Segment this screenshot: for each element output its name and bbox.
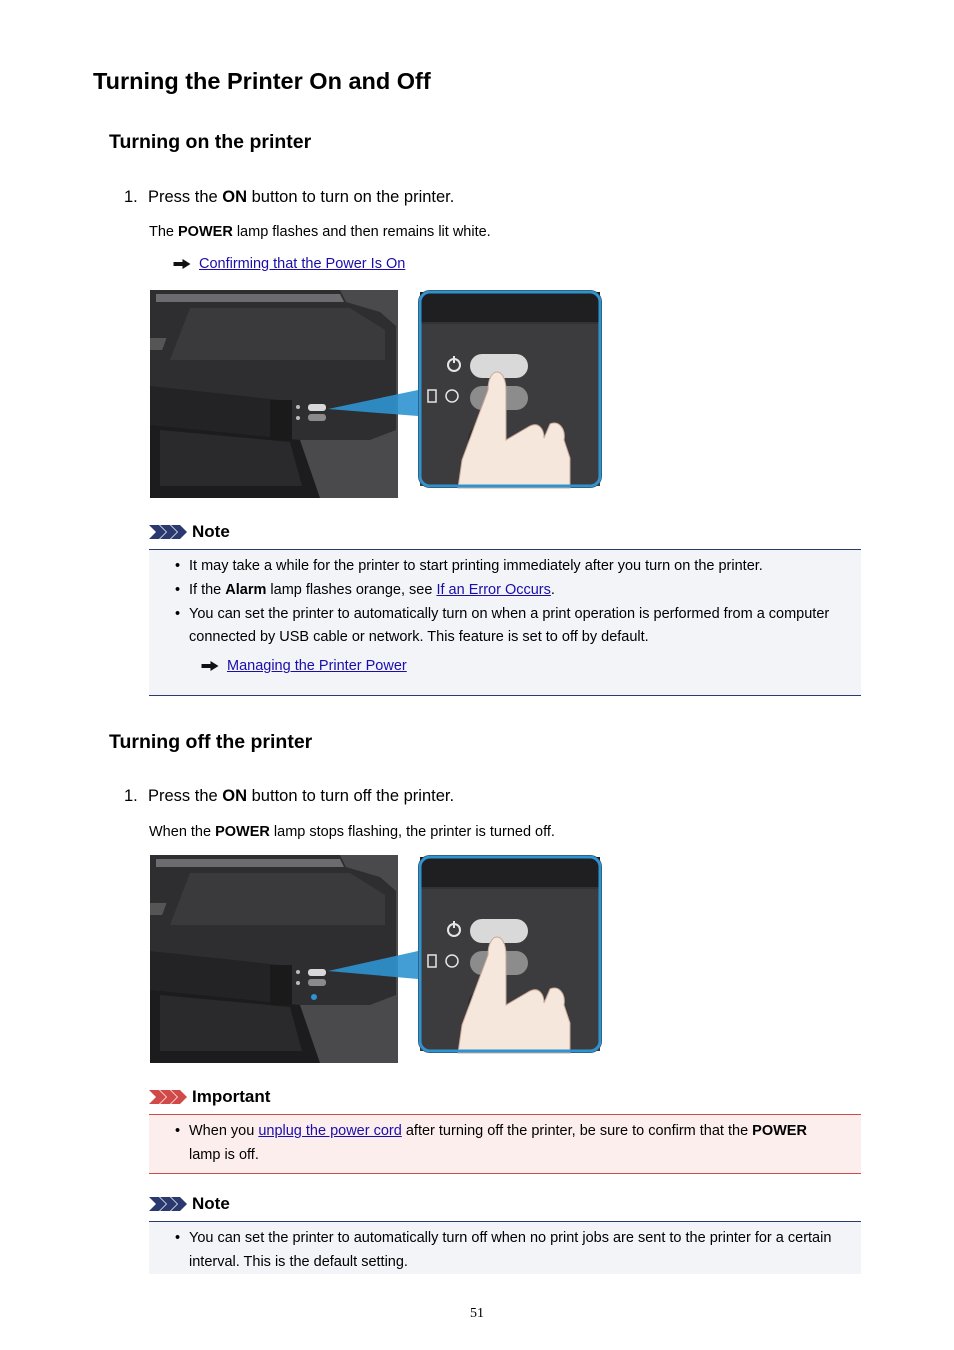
step-on-description bbox=[149, 224, 491, 240]
step-number: 1. bbox=[124, 787, 138, 805]
power-lamp-label: POWER bbox=[215, 824, 270, 840]
step-text-pre: Press the bbox=[148, 787, 223, 805]
note-label: Note bbox=[192, 522, 230, 541]
step-number: 1. bbox=[124, 188, 138, 206]
step-text-post: button to turn off the printer. bbox=[247, 787, 455, 805]
note-text: If the bbox=[189, 581, 226, 598]
note-heading-1 bbox=[149, 522, 230, 542]
link-row-managing-power bbox=[149, 658, 861, 674]
section-heading-on: Turning on the printer bbox=[109, 131, 312, 153]
step-off bbox=[124, 787, 454, 806]
note-box-2 bbox=[149, 1221, 861, 1274]
error-occurs-link[interactable]: If an Error Occurs bbox=[436, 581, 551, 598]
printer-power-off-illustration bbox=[150, 855, 604, 1063]
note-label: Note bbox=[192, 1194, 230, 1213]
note-heading-2 bbox=[149, 1194, 230, 1214]
arrow-icon bbox=[201, 661, 219, 671]
on-button-label: ON bbox=[222, 188, 248, 206]
note-text: . bbox=[550, 581, 555, 598]
power-lamp-label: POWER bbox=[752, 1123, 807, 1139]
desc-pre: The bbox=[149, 224, 179, 240]
page-number: 51 bbox=[470, 1306, 484, 1321]
desc-pre: When the bbox=[149, 824, 216, 840]
note-text: lamp flashes orange, see bbox=[266, 581, 437, 598]
desc-post: lamp stops flashing, the printer is turned off. bbox=[269, 824, 555, 840]
note-item: • You can set the printer to automatically turn off when no print jobs are sent to the printer for a certain interval. This is the default setting. bbox=[149, 1227, 861, 1275]
note-chevron-icon bbox=[149, 525, 187, 539]
important-item bbox=[149, 1120, 861, 1168]
note-item: • It may take a while for the printer to start printing immediately after you turn on the printer. bbox=[149, 555, 861, 579]
important-box bbox=[149, 1114, 861, 1174]
important-text: after turning off the printer, be sure to confirm that the bbox=[401, 1123, 753, 1139]
note-item bbox=[149, 579, 861, 603]
link-row-confirm-power bbox=[173, 256, 405, 272]
important-chevron-icon bbox=[149, 1090, 187, 1104]
step-off-description bbox=[149, 824, 555, 840]
step-text-pre: Press the bbox=[148, 188, 223, 206]
step-on bbox=[124, 188, 454, 207]
desc-post: lamp flashes and then remains lit white. bbox=[232, 224, 491, 240]
note-box-1 bbox=[149, 549, 861, 696]
on-button-label: ON bbox=[222, 787, 248, 805]
alarm-lamp-label: Alarm bbox=[225, 581, 267, 598]
important-text: lamp is off. bbox=[189, 1146, 259, 1163]
arrow-icon bbox=[173, 259, 191, 269]
power-lamp-label: POWER bbox=[178, 224, 233, 240]
important-text: When you bbox=[189, 1123, 259, 1139]
important-label: Important bbox=[192, 1087, 271, 1106]
page-title: Turning the Printer On and Off bbox=[93, 68, 431, 94]
important-heading bbox=[149, 1087, 270, 1107]
unplug-power-cord-link[interactable]: unplug the power cord bbox=[258, 1123, 402, 1139]
step-text-post: button to turn on the printer. bbox=[247, 188, 455, 206]
note-chevron-icon bbox=[149, 1197, 187, 1211]
managing-power-link[interactable]: Managing the Printer Power bbox=[227, 658, 407, 675]
note-item: • You can set the printer to automatically turn on when a print operation is performed from a computer connected by USB cable or network. This feature is set to off by default. bbox=[149, 603, 861, 651]
confirm-power-link[interactable]: Confirming that the Power Is On bbox=[199, 256, 406, 272]
section-heading-off: Turning off the printer bbox=[109, 731, 313, 753]
printer-power-on-illustration bbox=[150, 290, 604, 498]
